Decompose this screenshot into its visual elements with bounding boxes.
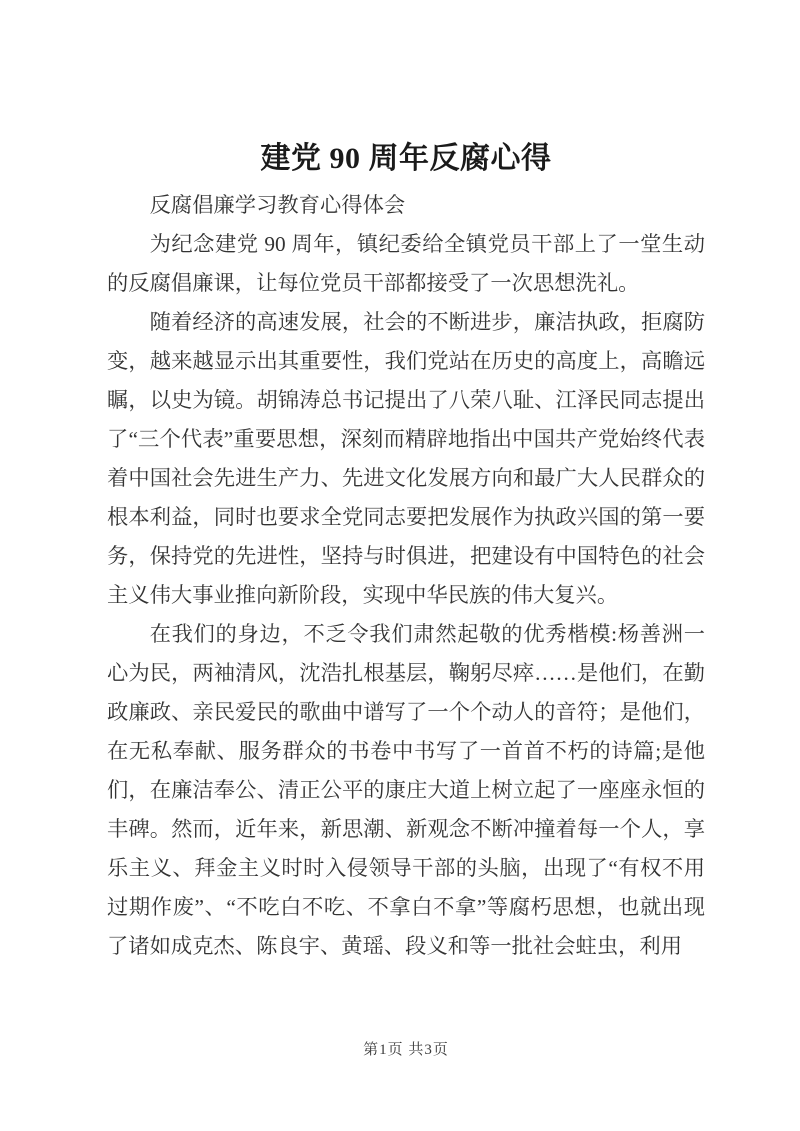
document-subtitle: 反腐倡廉学习教育心得体会 bbox=[149, 193, 406, 217]
paragraph-intro: 为纪念建党 90 周年，镇纪委给全镇党员干部上了一堂生动的反腐倡廉课，让每位党员干部都接受了一次思想洗礼。 bbox=[107, 232, 705, 295]
paragraph-role-models: 在我们的身边，不乏令我们肃然起敬的优秀楷模:杨善洲一心为民，两袖清风，沈浩扎根基层，鞠躬尽瘁……是他们，在勤政廉政、亲民爱民的歌曲中谱写了一个个动人的音符；是他们，在无私奉献、服务群众的书卷中书写了一首首不朽的诗篇;是他们，在廉洁奉公、清正公平的康庄大道上树立起了一座座永恒的丰碑。然而，近年来，新思潮、新观念不断冲撞着每一个人，享乐主义、拜金主义时时入侵领导干部的头脑，出现了“有权不用过期作废”、“不吃白不吃、不拿白不拿”等腐朽思想，也就出现了诸如成克杰、陈良宇、黄瑶、段义和等一批社会蛀虫，利用 bbox=[107, 622, 705, 958]
page-footer: 第1页 共3页 bbox=[363, 1042, 449, 1058]
paragraph-development: 随着经济的高速发展，社会的不断进步，廉洁执政，拒腐防变，越来越显示出其重要性，我们党站在历史的高度上，高瞻远瞩，以史为镜。胡锦涛总书记提出了八荣八耻、江泽民同志提出了“三个代表”重要思想，深刻而精辟地指出中国共产党始终代表着中国社会先进生产力、先进文化发展方向和最广大人民群众的根本利益，同时也要求全党同志要把发展作为执政兴国的第一要务，保持党的先进性，坚持与时俱进，把建设有中国特色的社会主义伟大事业推向新阶段，实现中华民族的伟大复兴。 bbox=[107, 310, 705, 607]
document-title: 建党 90 周年反腐心得 bbox=[260, 142, 552, 175]
document-body bbox=[107, 186, 705, 966]
